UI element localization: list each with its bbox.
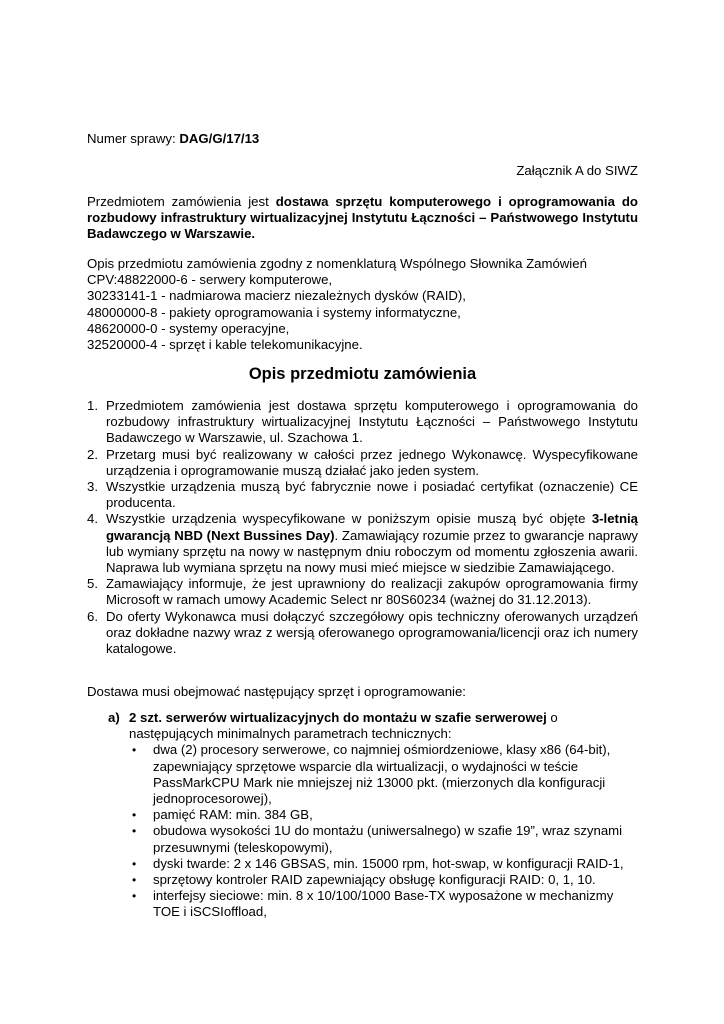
cpv-code: 30233141-1 - nadmiarowa macierz niezależnych dysków (RAID),	[87, 288, 466, 304]
requirement-text: . Zamawiający rozumie przez to gwarancje naprawy lub wymiany sprzętu na nowy w następnym dniu roboczym od momentu zgłoszenia awarii. Naprawa lub wymiana sprzętu na nowy musi mieć miejsce w siedzibie Zamawiającego.	[106, 527, 638, 576]
requirement-text: Do oferty Wykonawca musi dołączyć szczegółowy opis techniczny oferowanych urządzeń oraz dokładne nazwy wraz z wersją oferowanego oprogramowania/licencji oraz ich numery katalogowe.	[106, 608, 638, 657]
requirement-text: Przedmiotem zamówienia jest dostawa sprzętu komputerowego i oprogramowania do rozbudowy infrastruktury wirtualizacyjnej Instytutu Łączności – Państwowego Instytutu Badawczego w Warszawie, ul. Szachowa 1.	[106, 398, 638, 446]
item-a-title: 2 szt. serwerów wirtualizacyjnych do montażu w szafie serwerowej	[129, 710, 547, 725]
spec-text: pamięć RAM: min. 384 GB,	[153, 807, 313, 823]
requirement-number: 1.	[87, 398, 98, 413]
annex-label: Załącznik A do SIWZ	[516, 163, 638, 178]
requirement-number: 3.	[87, 479, 98, 495]
case-label: Numer sprawy:	[87, 131, 180, 146]
requirement-number: 2.	[87, 446, 98, 462]
spec-item	[129, 823, 638, 855]
spec-text: interfejsy sieciowe: min. 8 x 10/100/1000 Base-TX wyposażone w mechanizmy TOE i iSCSIoffload,	[153, 888, 614, 920]
spec-item	[129, 807, 638, 823]
requirement-item	[87, 479, 638, 511]
subject-bold: dostawa sprzętu komputerowego i oprogramowania do rozbudowy infrastruktury wirtualizacyjnej Instytutu Łączności – Państwowego Instytutu Badawczego w Warszawie.	[87, 194, 638, 242]
spec-item	[129, 742, 638, 807]
requirement-number: 6.	[87, 608, 98, 624]
server-specs-list	[129, 742, 638, 920]
cpv-block	[87, 256, 638, 353]
requirements-list	[87, 398, 638, 657]
spec-text: dwa (2) procesory serwerowe, co najmniej ośmiordzeniowe, klasy x86 (64-bit), zapewniający sprzętowe wsparcie dla wirtualizacji, o wydajności w teście PassMarkCPU Mark nie mniejszej niż 13000 pkt. (mierzonych dla konfiguracji jednoprocesorowej),	[153, 742, 611, 807]
bullet-icon: •	[132, 808, 137, 823]
item-a-label: a)	[108, 710, 120, 725]
case-number-line	[87, 131, 259, 147]
bullet-icon: •	[132, 743, 137, 758]
bullet-icon: •	[132, 873, 137, 888]
warranty-terms: 3-letnią gwarancją NBD (Next Bussines Day)	[106, 511, 638, 543]
spec-item	[129, 872, 638, 888]
spec-text: sprzętowy kontroler RAID zapewniający obsługę konfiguracji RAID: 0, 1, 10.	[153, 872, 596, 888]
cpv-code: 32520000-4 - sprzęt i kable telekomunikacyjne.	[87, 337, 363, 353]
requirement-item	[87, 447, 638, 479]
section-heading: Opis przedmiotu zamówienia	[248, 365, 477, 383]
case-number: DAG/G/17/13	[179, 131, 260, 146]
requirement-number: 4.	[87, 511, 98, 527]
requirement-item	[87, 576, 638, 608]
requirement-item	[87, 511, 638, 576]
item-a	[87, 710, 638, 921]
bullet-icon: •	[132, 824, 137, 839]
supply-intro: Dostawa musi obejmować następujący sprzęt i oprogramowanie:	[87, 684, 466, 699]
spec-text: obudowa wysokości 1U do montażu (uniwersalnego) w szafie 19”, wraz szynami przesuwnymi (teleskopowymi),	[153, 823, 623, 855]
requirement-item	[87, 609, 638, 658]
requirement-text: Przetarg musi być realizowany w całości przez jednego Wykonawcę. Wyspecyfikowane urządzenia i oprogramowanie muszą działać jako jeden system.	[106, 446, 638, 478]
subject-paragraph	[87, 194, 638, 243]
requirement-text: Zamawiający informuje, że jest uprawniony do realizacji zakupów oprogramowania firmy Microsoft w ramach umowy Academic Select nr 80S60234 (ważnej do 31.12.2013).	[106, 576, 638, 608]
spec-item	[129, 888, 638, 920]
spec-item	[129, 856, 638, 872]
cpv-intro: Opis przedmiotu zamówienia zgodny z nomenklaturą Wspólnego Słownika Zamówień	[87, 256, 587, 271]
requirement-number: 5.	[87, 576, 98, 592]
bullet-icon: •	[132, 889, 137, 904]
bullet-icon: •	[132, 856, 137, 871]
cpv-code: CPV:48822000-6 - serwery komputerowe,	[87, 272, 333, 288]
requirement-text: Wszystkie urządzenia muszą być fabrycznie nowe i posiadać certyfikat (oznaczenie) CE producenta.	[106, 479, 638, 511]
requirement-text: Wszystkie urządzenia wyspecyfikowane w poniższym opisie muszą być objęte	[106, 511, 592, 527]
requirement-item	[87, 398, 638, 447]
item-a-rest: o następujących minimalnych parametrach technicznych:	[129, 710, 558, 742]
cpv-code: 48620000-0 - systemy operacyjne,	[87, 320, 290, 336]
cpv-code: 48000000-8 - pakiety oprogramowania i systemy informatyczne,	[87, 304, 461, 320]
spec-text: dyski twarde: 2 x 146 GBSAS, min. 15000 rpm, hot-swap, w konfiguracji RAID-1,	[153, 855, 624, 871]
subject-prefix: Przedmiotem zamówienia jest	[87, 194, 276, 209]
item-a-description	[129, 710, 638, 742]
